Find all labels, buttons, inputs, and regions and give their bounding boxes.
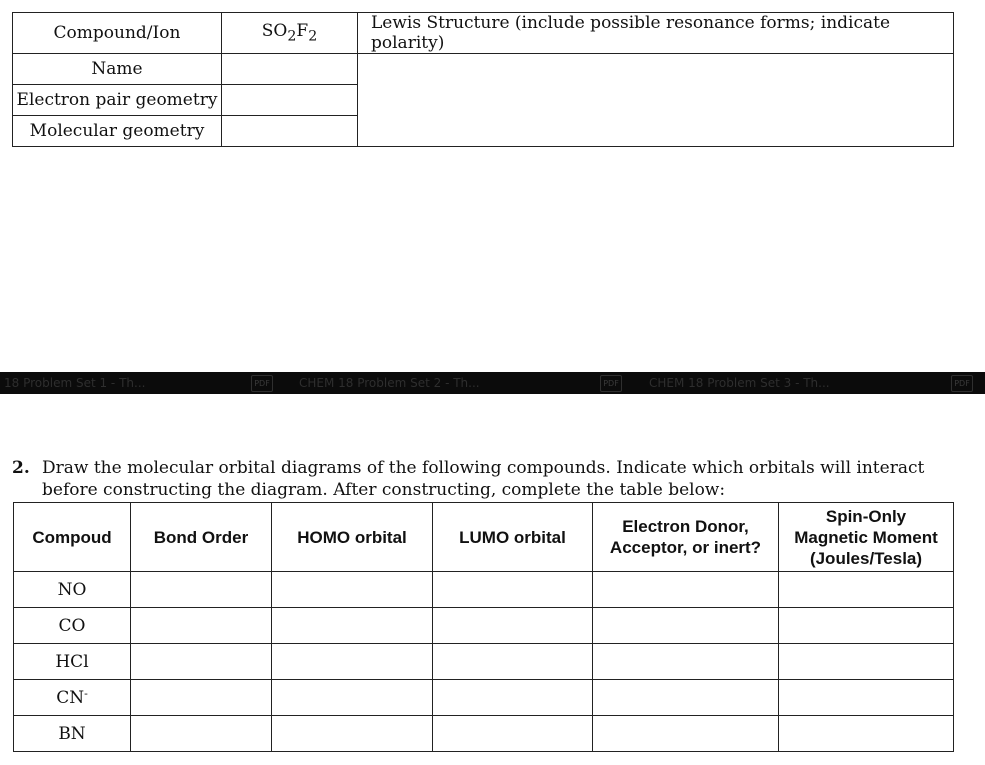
lewis-structure-cell[interactable] (358, 54, 954, 147)
compound-formula: $SO_2F_2$ (222, 13, 358, 54)
answer-cell[interactable] (593, 608, 779, 644)
answer-cell[interactable] (131, 644, 272, 680)
lewis-structure-header: Lewis Structure (include possible resonance forms; indicate polarity) (358, 13, 954, 54)
answer-cell[interactable] (593, 680, 779, 716)
compound-info-table (12, 12, 954, 147)
compound-cell-co: CO (14, 608, 131, 644)
answer-cell[interactable] (131, 716, 272, 752)
compound-cell-bn: BN (14, 716, 131, 752)
compound-header-row (13, 13, 954, 54)
compound-cell-cn: CN- (14, 680, 131, 716)
pdf-file-icon: PDF (951, 375, 973, 392)
answer-cell[interactable] (433, 608, 593, 644)
table-row (14, 644, 954, 680)
answer-cell[interactable] (272, 608, 433, 644)
answer-cell[interactable] (433, 716, 593, 752)
name-row (13, 54, 954, 85)
table-row (14, 680, 954, 716)
header-homo-orbital: HOMO orbital (272, 503, 433, 572)
answer-cell[interactable] (272, 644, 433, 680)
taskbar-tab-problem-set-3[interactable]: CHEM 18 Problem Set 3 - Th... (649, 376, 830, 390)
answer-cell[interactable] (433, 572, 593, 608)
answer-cell[interactable] (131, 572, 272, 608)
header-spin-only-magnetic-moment: Spin-Only Magnetic Moment (Joules/Tesla) (779, 503, 954, 572)
table-row (14, 572, 954, 608)
pdf-file-icon: PDF (251, 375, 273, 392)
answer-cell[interactable] (779, 572, 954, 608)
question-number: 2. (12, 458, 30, 478)
table-row (14, 608, 954, 644)
answer-cell[interactable] (779, 716, 954, 752)
name-answer-cell[interactable] (222, 54, 358, 85)
taskbar-strip (0, 372, 985, 394)
compound-ion-label: Compound/Ion (13, 13, 222, 54)
answer-cell[interactable] (272, 572, 433, 608)
answer-cell[interactable] (433, 680, 593, 716)
compound-cell-hcl: HCl (14, 644, 131, 680)
mo-table-header-row (14, 503, 954, 572)
pdf-file-icon: PDF (600, 375, 622, 392)
header-bond-order: Bond Order (131, 503, 272, 572)
taskbar-tab-problem-set-1[interactable]: 18 Problem Set 1 - Th... (4, 376, 146, 390)
electron-pair-geometry-answer-cell[interactable] (222, 85, 358, 116)
answer-cell[interactable] (593, 572, 779, 608)
answer-cell[interactable] (131, 608, 272, 644)
answer-cell[interactable] (593, 716, 779, 752)
answer-cell[interactable] (779, 680, 954, 716)
answer-cell[interactable] (272, 680, 433, 716)
table-row (14, 716, 954, 752)
header-electron-donor-acceptor: Electron Donor, Acceptor, or inert? (593, 503, 779, 572)
answer-cell[interactable] (779, 644, 954, 680)
answer-cell[interactable] (433, 644, 593, 680)
question-text: Draw the molecular orbital diagrams of the following compounds. Indicate which orbitals will interact before constructing the diagram. After constructing, complete the table below: (42, 458, 925, 500)
header-compound: Compoud (14, 503, 131, 572)
molecular-geometry-answer-cell[interactable] (222, 116, 358, 147)
answer-cell[interactable] (272, 716, 433, 752)
answer-cell[interactable] (779, 608, 954, 644)
answer-cell[interactable] (593, 644, 779, 680)
molecular-geometry-label: Molecular geometry (13, 116, 222, 147)
molecular-orbital-table (13, 502, 954, 752)
electron-pair-geometry-label: Electron pair geometry (13, 85, 222, 116)
answer-cell[interactable] (131, 680, 272, 716)
name-label: Name (13, 54, 222, 85)
compound-cell-no: NO (14, 572, 131, 608)
header-lumo-orbital: LUMO orbital (433, 503, 593, 572)
taskbar-tab-problem-set-2[interactable]: CHEM 18 Problem Set 2 - Th... (299, 376, 480, 390)
charge-superscript: - (84, 687, 88, 700)
